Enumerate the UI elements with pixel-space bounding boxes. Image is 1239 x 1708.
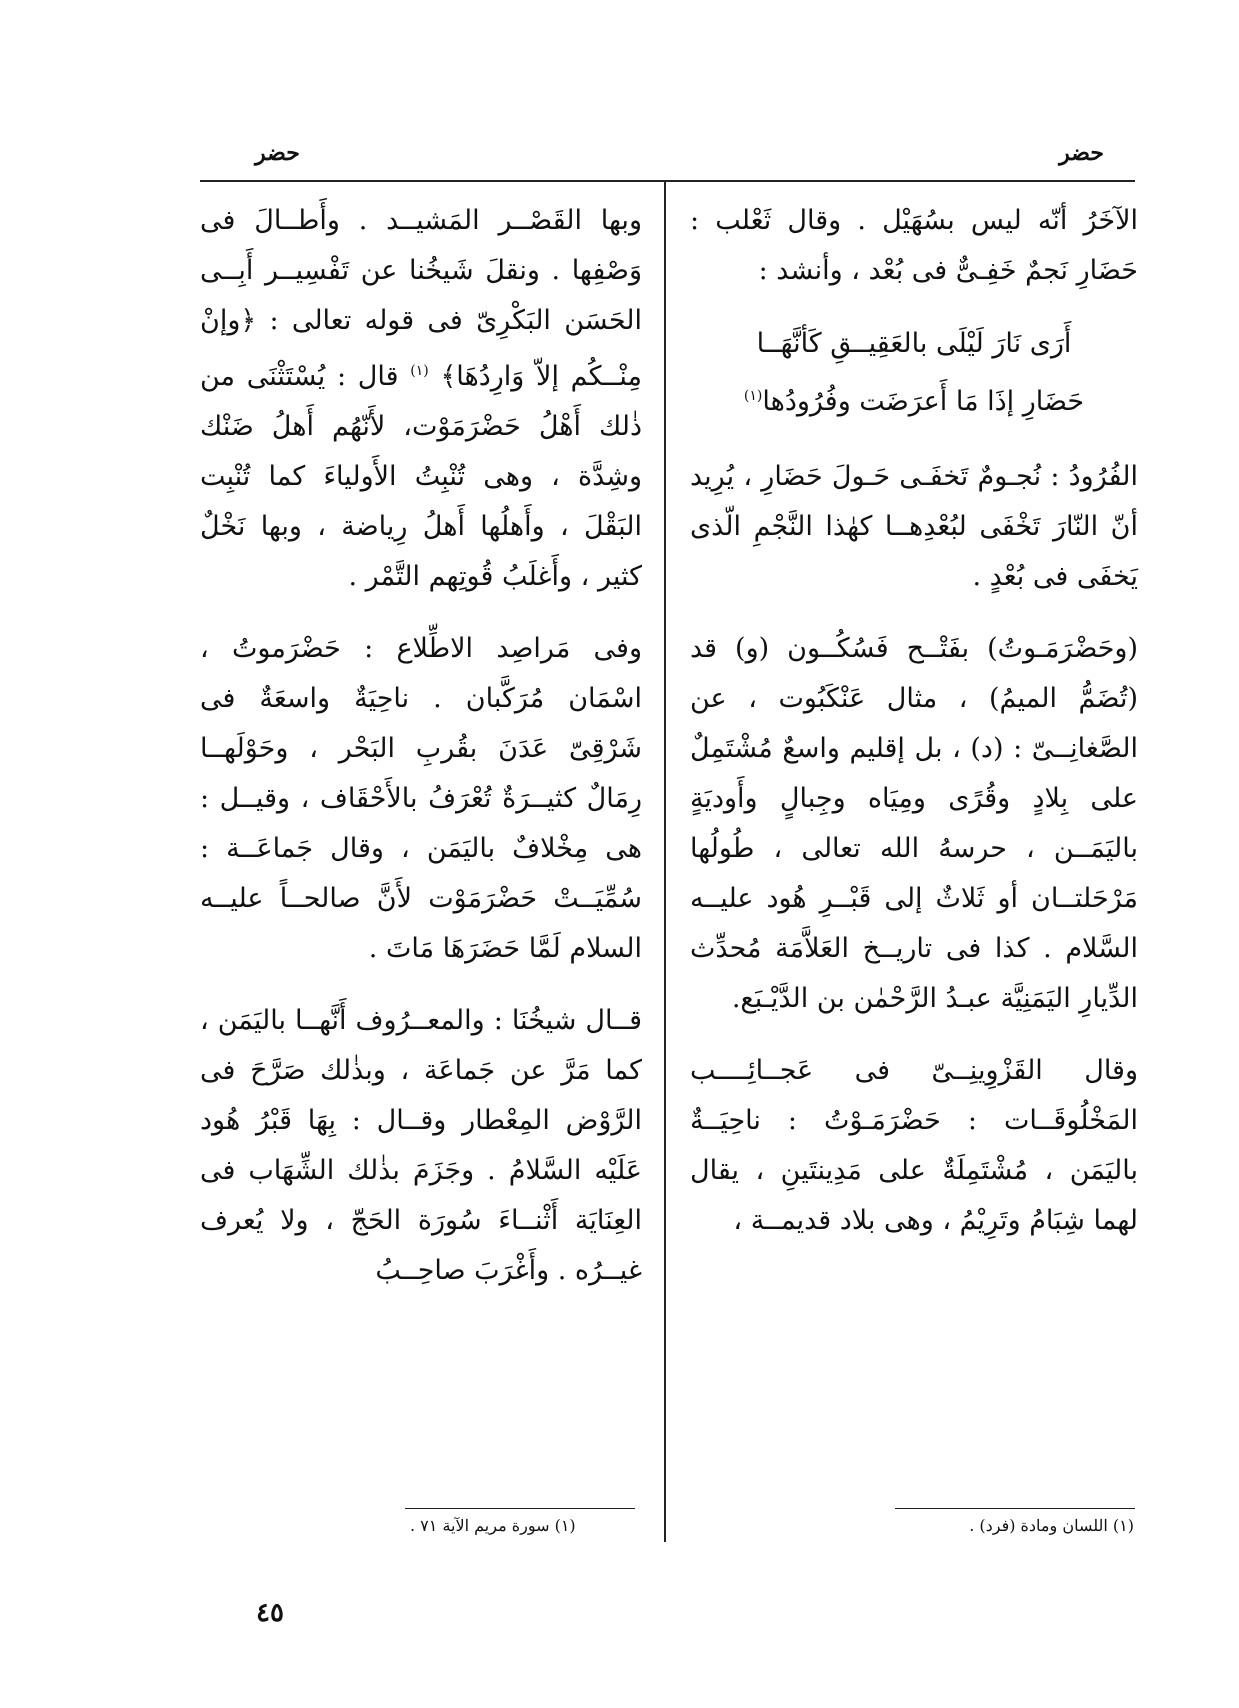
left-paragraph-2: وفى مَراصِد الاطِّلاع : حَضْرَموتُ ، اسْمَان مُرَكَّبان . ناحِيَةٌ واسعَةٌ فى شَرْقِىّ عَدَنَ بقُربِ البَحْر ، وحَوْلَهــا رِمَالٌ كثيــرَةٌ تُعْرَفُ بالأَحْقَاف ، وقيــل : هى مِخْلافٌ باليَمَن ، وقال جَماعَــة : سُمِّيَــتْ حَضْرَمَوْت لأَنَّ صالحــاً عليــه السلام لَمَّا حَضَرَهَا مَاتَ . bbox=[200, 633, 642, 964]
running-head-left: حضر bbox=[255, 140, 300, 166]
right-paragraph-1: الآخَرُ أنّه ليس بسُهَيْل . وقال ثَعْلب : حَضَارِ نَجمٌ خَفِـىٌّ فى بُعْد ، وأنشد : bbox=[690, 205, 1138, 286]
poem-verse bbox=[690, 318, 1138, 428]
footnote-rule-left bbox=[405, 1508, 635, 1509]
page-number: ٤٥ bbox=[256, 1598, 284, 1628]
footnote-mark: (١) bbox=[410, 363, 429, 379]
footnote-rule-right bbox=[895, 1508, 1135, 1509]
header-rule bbox=[200, 180, 1135, 182]
footnote-mark: (١) bbox=[743, 388, 763, 404]
left-paragraph-1-rest: قال : يُسْتَثْنَى من ذٰلك أَهْلُ حَضْرَمَوْت، لأَنّهُم أَهلُ ضَنْك وشِدَّة ، وهى تُنْبِتُ الأَولياءَ كما تُنْبِت البَقْلَ ، وأَهلُها أَهلُ رِياضة ، وبها نَخْلٌ كثير ، وأَغلَبُ قُوتِهم التَّمْر . bbox=[200, 361, 642, 592]
verse-line-2-text: حَضَارِ إذَا مَا أَعرَضَت وفُرُودُها bbox=[762, 386, 1085, 417]
footnote-right: (١) اللسان ومادة (فرد) . bbox=[969, 1516, 1134, 1535]
left-paragraph-3: قــال شيخُنَا : والمعــرُوف أَنَّهــا باليَمَن ، كما مَرَّ عن جَماعَة ، وبذٰلك صَرَّحَ فى الرَّوْض المِعْطار وقــال : بِهَا قَبْرُ هُود عَلَيْه السَّلامُ . وجَزَمَ بذٰلك الشِّهَاب فى العِنَايَة أَثْنــاءَ سُورَة الحَجّ ، ولا يُعرف غيــرُه . وأَغْرَبَ صاحِــبُ bbox=[200, 1005, 642, 1286]
right-paragraph-4: وقال القَزْوِينِــىّ فى عَجــائِــــب المَخْلُوقَــات : حَضْرَمَـوْتُ : ناحِيَــةٌ باليَمَن ، مُشْتَمِلَةٌ على مَدِينتَينِ ، يقال لهما شِبَامُ وتَرِيْمُ ، وهى بلاد قديمــة ، bbox=[690, 1055, 1138, 1236]
verse-line-2 bbox=[708, 370, 1120, 428]
right-paragraph-2: الفُرُودُ : نُجـومٌ تَخفَـى حَـولَ حَضَارِ ، يُرِيد أنّ النّارَ تَخْفَى لبُعْدِهــا كهٰذا النَّجْمِ الّذى يَخفَى فى بُعْدٍ . bbox=[690, 461, 1138, 592]
footnote-left: (١) سورة مريم الآية ٧١ . bbox=[410, 1516, 576, 1535]
right-paragraph-3: (وحَضْرَمَـوتُ) بفَتْــح فَسُكُــون (و) قد (تُضَمُّ الميمُ) ، مثال عَنْكَبُوت ، عن الصَّغانِــىّ : (د) ، بل إقليم واسعٌ مُشْتَمِلٌ على بِلادٍ وقُرًى ومِيَاه وجِبالٍ وأَوديَةٍ باليَمَــن ، حرسهُ الله تعالى ، طُولُها مَرْحَلتــان أو ثَلاثٌ إلى قَبْــرِ هُود عليــه السَّلام . كذا فى تاريــخ العَلاَّمَة مُحدِّث الدِّيارِ اليَمَنِيَّة عبـدُ الرَّحْمٰن بن الدَّيْـبَع. bbox=[690, 633, 1138, 1014]
running-head-right: حضر bbox=[1059, 140, 1104, 166]
left-column bbox=[200, 196, 642, 1318]
right-column bbox=[690, 196, 1138, 1268]
verse-line-1: أَرَى نَارَ لَيْلَى بالعَقِيــقِ كَأنَّهَــا bbox=[756, 328, 1072, 359]
left-paragraph-1-text: وبها القَصْــر المَشيــد . وأَطــالَ فى وَصْفِها . ونقلَ شَيخُنا عن تَفْسِيــر أَبِــى الحَسَن البَكْرِىّ فى قوله تعالى : ﴿وإنْ مِنْــكُم إلاّ وَارِدُهَا﴾ bbox=[200, 205, 642, 392]
column-divider bbox=[664, 182, 666, 1542]
left-paragraph-1 bbox=[200, 196, 642, 602]
